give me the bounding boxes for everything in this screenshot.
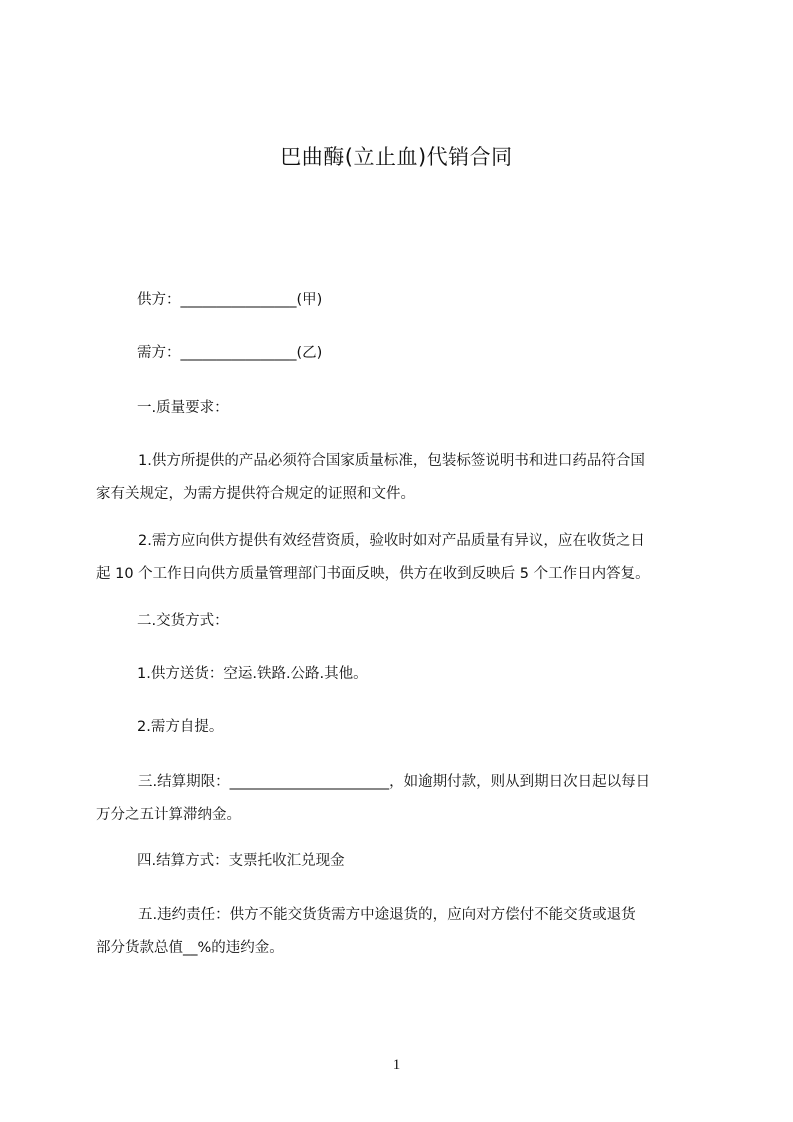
section1-item2-line2: 起 10 个工作日向供方质量管理部门书面反映，供方在收到反映后 5 个工作日内答复。	[96, 566, 650, 582]
page-number: 1	[392, 1057, 401, 1073]
buyer-line: 需方：________________(乙)	[137, 345, 323, 361]
section1-heading: 一.质量要求：	[137, 400, 229, 416]
section1-item2	[96, 525, 716, 591]
section5-line2: 部分货款总值__%的违约金。	[96, 940, 284, 956]
section1-item2-line1: 2.需方应向供方提供有效经营资质，验收时如对产品质量有异议，应在收货之日	[138, 533, 645, 549]
section3	[96, 766, 716, 832]
section1-item1-line2: 家有关规定，为需方提供符合规定的证照和文件。	[96, 486, 415, 502]
section5-line1: 五.违约责任：供方不能交货货需方中途退货的，应向对方偿付不能交货或退货	[138, 907, 636, 923]
section1-item1	[96, 445, 716, 511]
document-title: 巴曲酶(立止血)代销合同	[280, 145, 513, 169]
section3-line2: 万分之五计算滞纳金。	[96, 807, 241, 823]
supplier-line: 供方：________________(甲)	[137, 292, 323, 308]
section5	[96, 899, 716, 965]
section2-item1: 1.供方送货：空运.铁路.公路.其他。	[137, 666, 368, 682]
section4: 四.结算方式：支票托收汇兑现金	[137, 853, 345, 869]
section1-item1-line1: 1.供方所提供的产品必须符合国家质量标准，包装标签说明书和进口药品符合国	[138, 453, 645, 469]
section3-line1: 三.结算期限：______________________，如逾期付款，则从到期日次日起以每日	[138, 774, 651, 790]
section2-item2: 2.需方自提。	[137, 719, 224, 735]
section2-heading: 二.交货方式：	[137, 613, 229, 629]
